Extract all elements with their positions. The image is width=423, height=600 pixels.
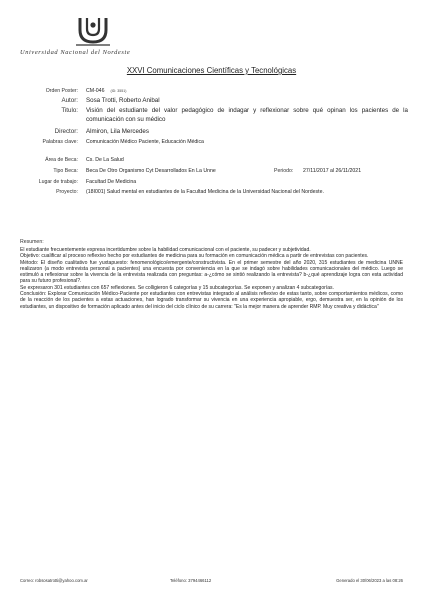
titulo-value: Visión del estudiante del valor pedagógico de indagar y reflexionar sobre qué opinan los pacientes de la comunicación con su médico — [86, 107, 408, 123]
resumen-paragraph: Método: El diseño cualitativo fue yuxtapuesto: fenomenológico/emergente/constructivista. En el primer semestre del año 2020, 315 estudiantes de medicina UNNE realizaron (a modo entrevista personal a pacientes) una encuesta por conveniencia en la que se indagó sobre habilidades comunicacionales del médico. Luego se estimuló a reflexionar sobre la vivencia de la entrevista realizada con preguntas: a-¿cómo se sintió realizando la entrevista? b-¿qué aprendizaje logra con esta actividad para su futuro profesional?. — [20, 259, 403, 285]
correo-label: Correo: — [20, 578, 34, 583]
telefono-label: Teléfono: — [170, 578, 187, 583]
area-beca-label: Área de Beca: — [45, 157, 78, 163]
poster-id: (ID: 3551) — [110, 89, 127, 93]
footer-telefono — [170, 578, 211, 583]
palabras-clave-value: Comunicación Médico Paciente, Educación Médica — [86, 139, 204, 145]
proyecto-label: Proyecto: — [56, 189, 78, 195]
tipo-beca-label: Tipo Beca: — [53, 168, 78, 174]
periodo-label: Periodo: — [274, 168, 294, 174]
footer-generado: Generado el 30/06/2023 a las 08:26 — [336, 578, 403, 583]
correo-value: robsosatrotti@yahoo.com.ar — [35, 578, 88, 583]
area-beca-value: Cs. De La Salud — [86, 157, 124, 163]
orden-poster-code: CM-046 — [86, 88, 105, 94]
page-title — [0, 66, 423, 75]
resumen-paragraph: El estudiante frecuentemente expresa incertidumbre sobre la habilidad comunicacional con el paciente, su padecer y subjetividad. — [20, 247, 311, 253]
resumen-body — [20, 247, 403, 310]
resumen-paragraph: Conclusión: Explorar Comunicación Médico-Paciente por estudiantes con entrevistas integrado al análisis reflexivo de estas tanto, sobre comportamientos médicos, como de la reacción de los pacientes a estas actuaciones, han logrado transformar su vivencia en una experiencia apropiable, ergo, demuestra ser, en la opinión de los estudiantes, un dispositivo de formación aplicado antes del inicio del ciclo clínico de su carrera: "Es la mejor manera de aprender RMP. Muy creativa y didáctica" — [20, 291, 403, 310]
proyecto-value: (18I001) Salud mental en estudiantes de la Facultad Medicina de la Universidad Nacional del Nordeste. — [86, 189, 324, 195]
telefono-value: 3794466112 — [188, 578, 212, 583]
tipo-beca-value: Beca De Otro Organismo Cyt Desarrollados En La Unne — [86, 168, 216, 174]
titulo-label: Titulo: — [61, 107, 78, 114]
director-label: Director: — [54, 128, 78, 135]
periodo-value: 27/11/2017 al 26/11/2021 — [303, 168, 362, 174]
event-title: XXVI Comunicaciones Científicas y Tecnológicas — [126, 66, 297, 75]
director-value: Almiron, Lila Mercedes — [86, 128, 149, 135]
resumen-paragraph: Se expresaron 301 estudiantes con 657 reflexiones. Se colligieron 6 categorías y 15 subcategorías. Se exponen y analizan 4 subcategorías. — [20, 284, 334, 291]
lugar-trabajo-value: Facultad De Medicina — [86, 179, 137, 185]
university-logo-icon — [72, 16, 114, 48]
autor-value: Sosa Trotti, Roberto Anibal — [86, 97, 160, 104]
lugar-trabajo-label: Lugar de trabajo: — [38, 179, 78, 185]
university-name: Universidad Nacional del Nordeste — [20, 49, 131, 56]
orden-poster-value — [86, 88, 126, 94]
palabras-clave-label: Palabras clave: — [42, 139, 78, 145]
orden-poster-label: Orden Poster: — [45, 88, 78, 94]
resumen-label: Resumen: — [20, 239, 44, 245]
resumen-paragraph: Objetivo: cualificar al proceso reflexivo hecho por estudiantes de medicina para su formación en comunicación médica a partir de entrevistas con pacientes. — [20, 253, 369, 260]
autor-label: Autor: — [61, 97, 78, 104]
footer-correo — [20, 578, 88, 583]
